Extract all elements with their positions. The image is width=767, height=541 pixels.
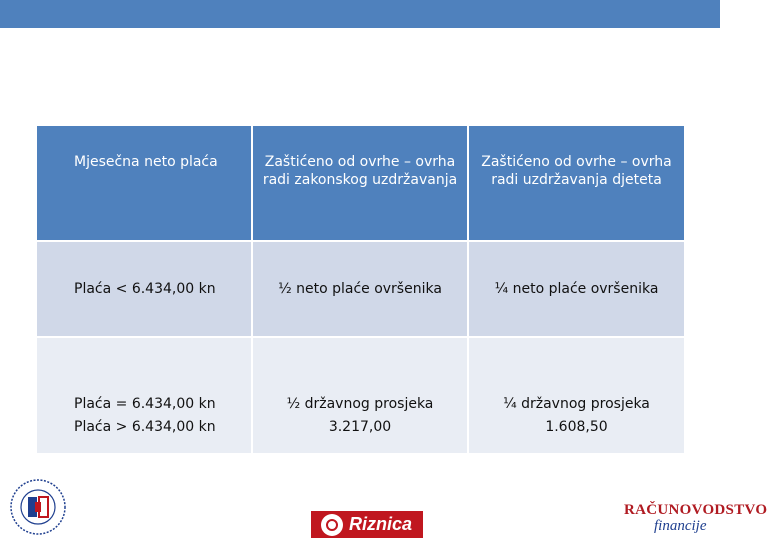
riznica-wordmark: Riznica [349, 514, 413, 534]
racunovodstvo-logo [624, 502, 767, 538]
protection-table [37, 126, 684, 453]
riznica-logo [311, 511, 423, 538]
association-seal-logo [8, 478, 68, 536]
table-cell: Plaća < 6.434,00 kn [37, 242, 251, 336]
financije-wordmark: financije [654, 518, 707, 534]
table-cell: Plaća > 6.434,00 kn [37, 413, 251, 453]
table-cell: ¼ neto plaće ovršenika [467, 242, 684, 336]
table-row [37, 338, 684, 413]
table-cell: ½ neto plaće ovršenika [251, 242, 467, 336]
table-row [37, 242, 684, 338]
table-cell: 3.217,00 [251, 413, 467, 453]
table-cell: ½ državnog prosjeka [251, 338, 467, 413]
table-cell: ¼ državnog prosjeka [467, 338, 684, 413]
riznica-emblem-icon [321, 514, 343, 536]
table-row [37, 413, 684, 453]
top-accent-bar [0, 0, 720, 28]
table-cell: 1.608,50 [467, 413, 684, 453]
header-cell-legal-maintenance: Zaštićeno od ovrhe – ovrha radi zakonskog uzdržavanja [251, 126, 467, 240]
table-cell: Plaća = 6.434,00 kn [37, 338, 251, 413]
seal-icon [8, 478, 68, 536]
table-header-row [37, 126, 684, 242]
racunovodstvo-wordmark: RAČUNOVODSTVO [624, 502, 767, 518]
header-cell-salary: Mjesečna neto plaća [37, 126, 251, 240]
header-cell-child-maintenance: Zaštićeno od ovrhe – ovrha radi uzdržavanja djeteta [467, 126, 684, 240]
